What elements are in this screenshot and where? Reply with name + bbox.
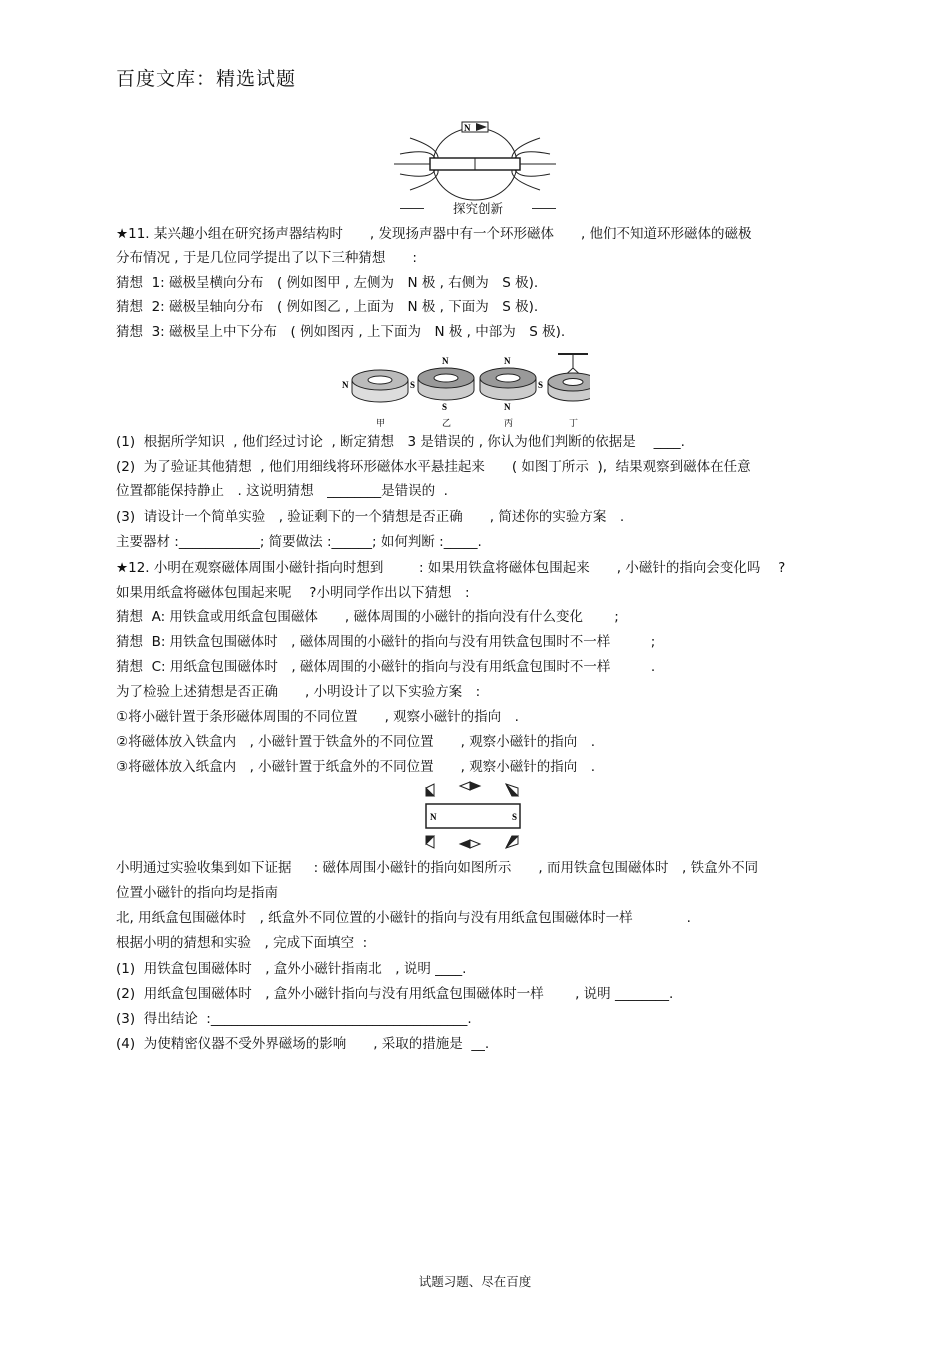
- bar-magnet-compass-figure: [422, 780, 524, 852]
- caption-yi: 乙: [442, 419, 452, 429]
- text-line: 猜想 1: 磁极呈横向分布 ( 例如图甲 , 左侧为 N 极 , 右侧为 S 极).: [116, 275, 539, 291]
- text-line: 分布情况 , 于是几位同学提出了以下三种猜想 :: [116, 250, 417, 266]
- text-line: (2) 用纸盒包围磁体时 , 盒外小磁针指向与没有用纸盒包围磁体时一样 , 说明 ________.: [116, 986, 674, 1002]
- magnet-n-label: N: [430, 812, 437, 822]
- text-line: 猜想 3: 磁极呈上中下分布 ( 例如图丙 , 上下面为 N 极 , 中部为 S 极).: [116, 324, 566, 340]
- caption-bing: 丙: [504, 419, 514, 429]
- ring-label-jia-n: N: [342, 380, 349, 390]
- text-line: (1) 用铁盒包围磁体时 , 盒外小磁针指南北 , 说明 ____.: [116, 961, 467, 977]
- caption-ding: 丁: [569, 419, 579, 429]
- text-line: ★11. 某兴趣小组在研究扬声器结构时 , 发现扬声器中有一个环形磁体 , 他们不知道环形磁体的磁极: [116, 226, 752, 242]
- text-line: (4) 为使精密仪器不受外界磁场的影响 , 采取的措施是 __.: [116, 1036, 490, 1052]
- text-line: 猜想 B: 用铁盒包围磁体时 , 磁体周围的小磁针的指向与没有用铁盒包围时不一样 ;: [116, 634, 656, 650]
- text-line: ①将小磁针置于条形磁体周围的不同位置 , 观察小磁针的指向 .: [116, 709, 519, 725]
- text-line: 猜想 C: 用纸盒包围磁体时 , 磁体周围的小磁针的指向与没有用纸盒包围时不一样 .: [116, 659, 656, 675]
- ring-label-bing-n-bottom: N: [504, 402, 511, 412]
- ring-label-yi-s: S: [442, 402, 448, 412]
- magnet-s-label: S: [512, 812, 518, 822]
- page-header-title: 百度文库：精选试题: [116, 68, 297, 90]
- text-line: 位置都能保持静止 . 这说明猜想 ________是错误的 .: [116, 483, 448, 499]
- text-line: 根据小明的猜想和实验 , 完成下面填空 :: [116, 935, 368, 951]
- ring-label-bing-s: S: [538, 380, 544, 390]
- ring-magnets-figure: [340, 352, 590, 430]
- ring-label-jia-s: S: [410, 380, 416, 390]
- text-line: 小明通过实验收集到如下证据 : 磁体周围小磁针的指向如图所示 , 而用铁盒包围磁体时 , 铁盒外不同: [116, 860, 759, 876]
- text-line: (2) 为了验证其他猜想 , 他们用细线将环形磁体水平悬挂起来 ( 如图丁所示 ), 结果观察到磁体在任意: [116, 459, 751, 475]
- text-line: 猜想 2: 磁极呈轴向分布 ( 例如图乙 , 上面为 N 极 , 下面为 S 极).: [116, 299, 539, 315]
- page-footer: 试题习题、尽在百度: [418, 1274, 532, 1289]
- compass-n-label: N: [464, 123, 471, 133]
- figure-caption-explore: 探究创新: [428, 199, 528, 217]
- text-line: 位置小磁针的指向均是指南: [116, 885, 278, 901]
- text-line: ③将磁体放入纸盒内 , 小磁针置于纸盒外的不同位置 , 观察小磁针的指向 .: [116, 759, 596, 775]
- text-line: 猜想 A: 用铁盒或用纸盒包围磁体 , 磁体周围的小磁针的指向没有什么变化 ;: [116, 609, 619, 625]
- text-line: ②将磁体放入铁盒内 , 小磁针置于铁盒外的不同位置 , 观察小磁针的指向 .: [116, 734, 596, 750]
- text-line: 为了检验上述猜想是否正确 , 小明设计了以下实验方案 :: [116, 684, 481, 700]
- ring-label-bing-n-top: N: [504, 356, 511, 366]
- text-line: ★12. 小明在观察磁体周围小磁针指向时想到 : 如果用铁盒将磁体包围起来 , 小磁针的指向会变化吗 ?: [116, 560, 786, 576]
- caption-jia: 甲: [376, 419, 386, 429]
- text-line: (3) 得出结论 :______________________________________.: [116, 1011, 472, 1027]
- text-line: 主要器材 :____________; 简要做法 :______; 如何判断 :_____.: [116, 534, 482, 550]
- text-line: (1) 根据所学知识 , 他们经过讨论 , 断定猜想 3 是错误的 , 你认为他们判断的依据是 ____.: [116, 434, 685, 450]
- text-line: 北, 用纸盒包围磁体时 , 纸盒外不同位置的小磁针的指向与没有用纸盒包围磁体时一样 .: [116, 910, 691, 926]
- text-line: (3) 请设计一个简单实验 , 验证剩下的一个猜想是否正确 , 简述你的实验方案 .: [116, 509, 625, 525]
- ring-label-yi-n: N: [442, 356, 449, 366]
- text-line: 如果用纸盒将磁体包围起来呢 ?小明同学作出以下猜想 :: [116, 585, 470, 601]
